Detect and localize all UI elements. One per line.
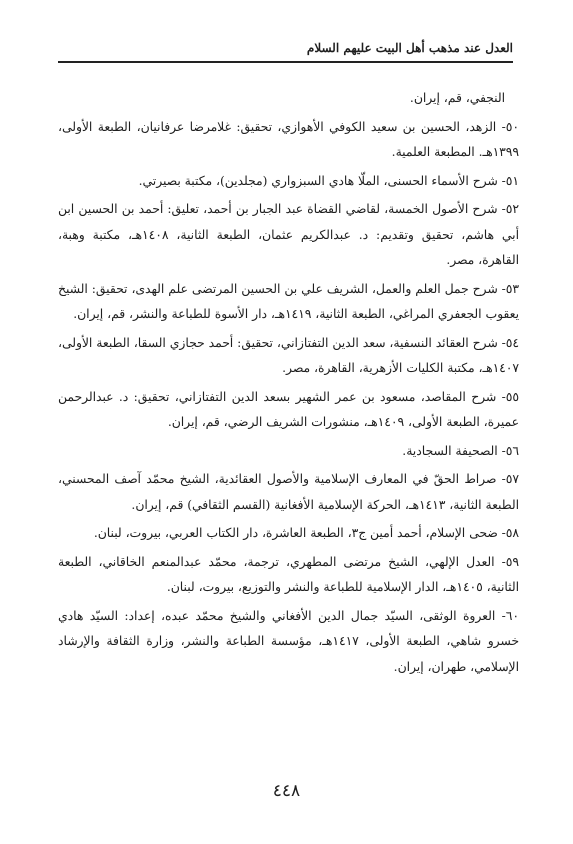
bibliography-entry (58, 385, 519, 436)
entry-number: ٥٢ (505, 202, 519, 216)
bibliography-entry (58, 439, 519, 465)
entry-text: - شرح جمل العلم والعمل، الشريف علي بن الحسين المرتضى علم الهدى، تحقيق: الشيخ يعقوب الجعفري المراغي، الطبعة الثانية، ١٤١٩هـ، دار الأسوة للطباعة والنشر، قم، إيران. (58, 281, 519, 321)
entry-number: ٥٤ (505, 335, 519, 350)
entry-text: - شرح المقاصد، مسعود بن عمر الشهير بسعد الدين التفتازاني، تحقيق: د. عبدالرحمن عميرة، الطبعة الأولى، ١٤٠٩هـ، منشورات الشريف الرضي، قم، إيران. (58, 389, 519, 429)
entry-number: ٥٨ (505, 526, 519, 540)
entry-text: - شرح العقائد النسفية، سعد الدين التفتازاني، تحقيق: أحمد حجازي السقا، الطبعة الأولى، ١٤٠٧هـ، مكتبة الكليات الأزهرية، القاهرة، مصر. (58, 335, 519, 375)
entry-text: - العروة الوثقى، السيّد جمال الدين الأفغاني والشيخ محمّد عبده، إعداد: السيّد هادي خسرو شاهي، الطبعة الأولى، ١٤١٧هـ، مؤسسة الطباعة والنشر، وزارة الثقافة والإرشاد الإسلامي، طهران، إيران. (58, 608, 519, 674)
bibliography-entry (58, 331, 519, 382)
bibliography-entry (58, 604, 519, 681)
running-header (58, 35, 513, 63)
bibliography-entry (58, 467, 519, 518)
header-title: العدل عند مذهب أهل البيت عليهم السلام (306, 41, 513, 55)
entry-text: - الصحيفة السجادية. (402, 443, 506, 458)
bibliography-entry (58, 521, 519, 547)
entry-text: - شرح الأصول الخمسة، لقاضي القضاة عبد الجبار بن أحمد، تعليق: أحمد بن الحسين ابن أبي هاشم، تحقيق وتقديم: د. عبدالكريم عثمان، الطبعة الثانية، ١٤٠٨هـ، مكتبة وهبة، القاهرة، مصر. (58, 202, 519, 267)
entry-number: ٥٩ (505, 554, 519, 569)
entry-number: ٥١ (505, 173, 519, 188)
bibliography-entry (58, 197, 519, 274)
entry-number: ٦٠ (505, 608, 519, 623)
entry-number: ٥٧ (505, 472, 519, 486)
entry-text: - ضحى الإسلام، أحمد أمين ج٣، الطبعة العاشرة، دار الكتاب العربي، بيروت، لبنان. (93, 526, 506, 540)
entry-number: ٥٣ (505, 281, 519, 296)
bibliography-list (58, 86, 519, 683)
entry-text: - الزهد، الحسين بن سعيد الكوفي الأهوازي، تحقيق: غلامرضا عرفانيان، الطبعة الأولى، ١٣٩٩هـ. المطبعة العلمية. (58, 119, 519, 159)
entry-text: - العدل الإلهي، الشيخ مرتضى المطهري، ترجمة، محمّد عبدالمنعم الخاقاني، الطبعة الثانية، ١٤٠٥هـ، الدار الإسلامية للطباعة والنشر والتوزيع، بيروت، لبنان. (58, 554, 519, 594)
entry-text: - صراط الحقّ في المعارف الإسلامية والأصول العقائدية، الشيخ محمّد آصف المحسني، الطبعة الثانية، ١٤١٣هـ، الحركة الإسلامية الأفغانية (القسم الثقافي) قم، إيران. (58, 472, 519, 512)
entry-continuation: النجفي، قم، إيران. (409, 91, 505, 105)
entry-number: ٥٠ (505, 119, 519, 134)
entry-text: - شرح الأسماء الحسنى، الملّا هادي السبزواري (مجلدين)، مكتبة بصيرتي. (138, 173, 506, 188)
bibliography-entry (58, 550, 519, 601)
bibliography-entry (58, 115, 519, 166)
bibliography-entry (58, 169, 519, 195)
entry-number: ٥٥ (505, 389, 519, 404)
bibliography-entry (58, 277, 519, 328)
entry-number: ٥٦ (505, 443, 519, 458)
page-number: ٤٤٨ (272, 781, 301, 801)
